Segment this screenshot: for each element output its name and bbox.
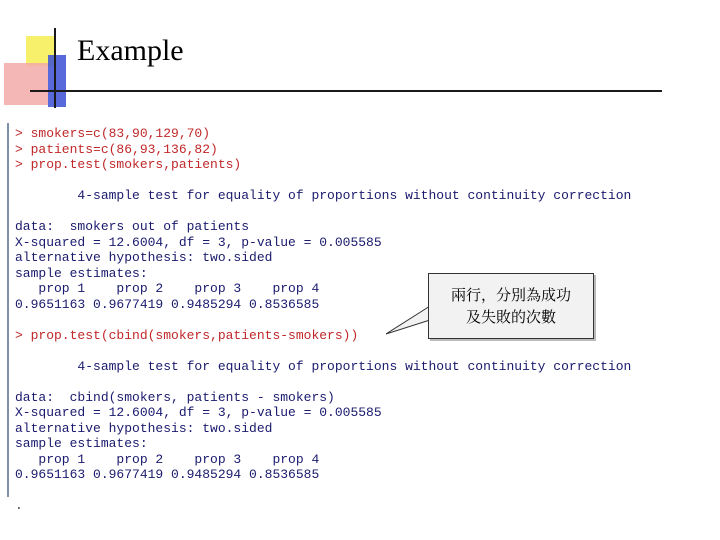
r-console-panel — [7, 123, 702, 513]
console-command-line: > patients=c(86,93,136,82) — [15, 141, 218, 157]
slide-title: Example — [77, 34, 184, 67]
console-output-line: 0.9651163 0.9677419 0.9485294 0.8536585 — [15, 467, 320, 482]
console-command-line: > prop.test(cbind(smokers,patients-smokers)) — [15, 327, 359, 343]
callout-line-2: 及失敗的次數 — [465, 308, 556, 326]
console-output-line: alternative hypothesis: two.sided — [15, 420, 273, 436]
console-output-line: data: smokers out of patients — [15, 219, 250, 234]
console-output-line: 0.9651163 0.9677419 0.9485294 0.8536585 — [15, 296, 320, 312]
console-output-line — [15, 343, 702, 359]
title-ornament-pink-square — [4, 63, 48, 105]
callout-line-1: 兩行，分別為成功 — [450, 286, 571, 304]
console-output-line: data: cbind(smokers, patients - smokers) — [15, 389, 335, 405]
annotation-callout — [428, 273, 594, 339]
console-output-line: . — [15, 498, 23, 513]
callout-pointer — [386, 300, 432, 340]
console-output-line — [15, 204, 702, 220]
console-command-line: > prop.test(smokers,patients) — [15, 157, 242, 172]
title-ornament-blue-bar — [48, 55, 66, 107]
console-output-line: prop 1 prop 2 prop 3 prop 4 — [15, 281, 320, 296]
console-output-line: prop 1 prop 2 prop 3 prop 4 — [15, 451, 320, 467]
console-output-line — [15, 312, 702, 328]
console-output-line: X-squared = 12.6004, df = 3, p-value = 0.005585 — [15, 405, 382, 420]
console-output-line: 4-sample test for equality of proportions without continuity correction — [15, 188, 632, 203]
console-output-line: sample estimates: — [15, 436, 148, 451]
console-output-line: 4-sample test for equality of proportions without continuity correction — [15, 358, 632, 374]
console-output-line — [15, 483, 702, 499]
console-output-line: alternative hypothesis: two.sided — [15, 250, 273, 265]
console-lines — [15, 126, 702, 514]
console-output-line — [15, 374, 702, 390]
console-output-line: sample estimates: — [15, 265, 148, 281]
title-ornament-vertical-line — [54, 28, 56, 108]
title-divider-line — [30, 90, 662, 92]
console-output-line: X-squared = 12.6004, df = 3, p-value = 0.005585 — [15, 234, 382, 250]
console-command-line: > smokers=c(83,90,129,70) — [15, 126, 211, 141]
console-output-line — [15, 173, 702, 189]
